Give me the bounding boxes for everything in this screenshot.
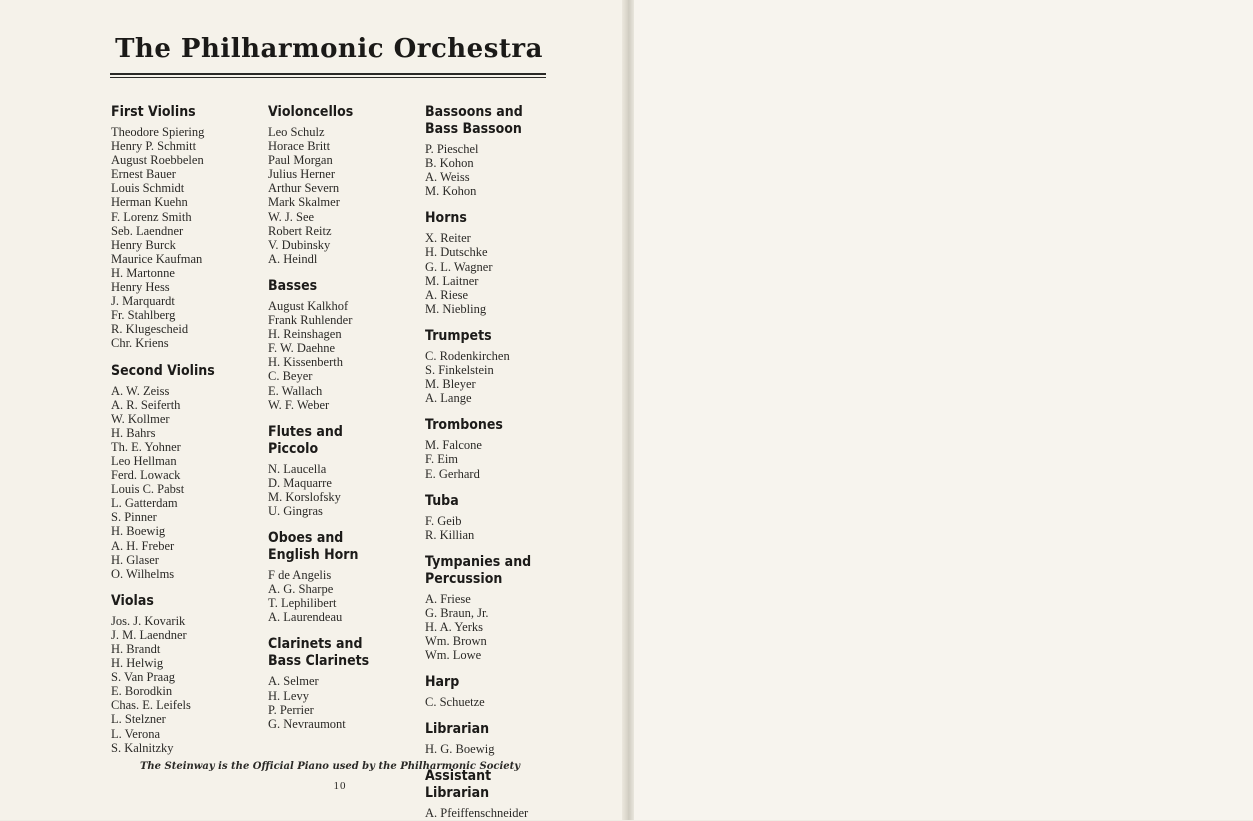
musician-name: G. Braun, Jr.: [425, 605, 489, 620]
title-rule-thin: [110, 77, 546, 78]
musician-name: H. Levy: [268, 688, 309, 703]
musician-name: M. Korslofsky: [268, 489, 341, 504]
musician-name: Chas. E. Leifels: [111, 698, 191, 713]
musician-name: L. Verona: [111, 726, 161, 741]
musician-name: H. Dutschke: [425, 245, 488, 260]
musician-name: A. R. Seiferth: [111, 397, 181, 412]
musician-name: Theodore Spiering: [111, 125, 205, 139]
musician-name: Herman Kuehn: [111, 195, 188, 210]
musician-name: Frank Ruhlender: [268, 313, 353, 328]
section-gap: [111, 581, 261, 593]
musician-name: T. Lephilibert: [268, 596, 337, 611]
roster-section: [268, 636, 418, 730]
musician-name: Henry Hess: [111, 280, 170, 295]
musician-name: Robert Reitz: [268, 223, 332, 238]
musician-name: Mark Skalmer: [268, 195, 340, 210]
musician-name: Louis Schmidt: [111, 181, 185, 196]
musician-name: A. Lange: [425, 391, 472, 406]
musician-name: Henry Burck: [111, 237, 176, 252]
section-heading: Violas: [111, 592, 154, 609]
musician-name: Arthur Severn: [268, 181, 340, 196]
roster-section: [425, 104, 585, 198]
roster-section: [268, 530, 418, 624]
musician-name: H. Brandt: [111, 642, 161, 656]
musician-name: F. Lorenz Smith: [111, 209, 192, 224]
musician-name: A. Friese: [425, 591, 471, 606]
musician-name: A. H. Freber: [111, 538, 175, 553]
musician-name: J. M. Laendner: [111, 627, 187, 642]
musician-name: Fr. Stahlberg: [111, 308, 176, 323]
musician-name: C. Rodenkirchen: [425, 348, 510, 363]
section-gap: [268, 266, 418, 278]
section-heading: Second Violins: [111, 362, 215, 379]
roster-section: [425, 210, 585, 316]
musician-name: H. G. Boewig: [425, 742, 495, 757]
roster-column-1: [111, 104, 261, 755]
section-gap: [268, 412, 418, 424]
musician-name: B. Kohon: [425, 156, 474, 171]
roster-section: [111, 363, 261, 581]
section-gap: [425, 481, 585, 493]
musician-name: X. Reiter: [425, 231, 471, 246]
section-heading: Assistant: [425, 768, 492, 785]
musician-name: H. A. Yerks: [425, 619, 484, 634]
musician-name: W. F. Weber: [268, 397, 330, 412]
roster-column-3: [425, 104, 585, 821]
musician-name: A. Weiss: [425, 170, 470, 185]
section-heading: Violoncellos: [268, 104, 354, 120]
musician-name: S. Pinner: [111, 510, 157, 525]
musician-name: H. Kissenberth: [268, 355, 343, 370]
musician-name: A. Heindl: [268, 251, 318, 266]
left-page: [0, 0, 626, 820]
musician-name: M. Bleyer: [425, 377, 476, 392]
roster-section: [425, 328, 585, 405]
musician-name: F. Geib: [425, 513, 462, 528]
musician-name: A. Riese: [425, 287, 469, 302]
musician-name: L. Gatterdam: [111, 496, 178, 511]
musician-name: A. Pfeiffenschneider: [425, 806, 529, 821]
musician-name: August Roebbelen: [111, 153, 204, 168]
section-heading: Clarinets and: [268, 636, 363, 653]
right-page-blank: [634, 0, 1253, 820]
musician-name: Maurice Kaufman: [111, 251, 203, 266]
roster-section: [111, 104, 261, 351]
section-gap: [425, 198, 585, 210]
musician-name: C. Schuetze: [425, 695, 485, 710]
musician-name: F. Eim: [425, 452, 459, 467]
musician-name: G. L. Wagner: [425, 259, 493, 274]
musician-name: H. Bahrs: [111, 425, 156, 440]
title-rule-thick: [110, 73, 546, 75]
musician-name: H. Glaser: [111, 552, 159, 567]
page-number: 10: [333, 780, 347, 792]
section-heading: Basses: [268, 277, 318, 294]
section-heading: Trombones: [425, 417, 503, 434]
section-heading: Librarian: [425, 785, 490, 802]
musician-name: A. Laurendeau: [268, 610, 343, 625]
musician-name: A. G. Sharpe: [268, 582, 334, 597]
roster-section: [268, 278, 418, 412]
section-heading: Harp: [425, 674, 460, 691]
musician-name: S. Van Praag: [111, 670, 176, 685]
musician-name: Th. E. Yohner: [111, 439, 181, 454]
musician-name: E. Borodkin: [111, 684, 173, 699]
musician-name: Julius Herner: [268, 167, 335, 182]
musician-name: A. Selmer: [268, 674, 319, 689]
section-gap: [425, 316, 585, 328]
section-heading: Librarian: [425, 721, 490, 738]
roster-section: [425, 674, 585, 709]
musician-name: R. Killian: [425, 527, 475, 542]
musician-name: A. W. Zeiss: [111, 383, 170, 398]
footer-note: The Steinway is the Official Piano used by the Philharmonic Society: [139, 761, 521, 772]
roster-section: [425, 417, 585, 480]
section-gap: [425, 662, 585, 674]
musician-name: C. Beyer: [268, 369, 313, 384]
section-heading: Trumpets: [425, 327, 492, 344]
section-heading: Tuba: [425, 492, 459, 509]
musician-name: Leo Schulz: [268, 125, 325, 139]
section-heading: First Violins: [111, 104, 196, 120]
section-heading: English Horn: [268, 547, 359, 564]
section-heading: Bass Clarinets: [268, 653, 370, 670]
musician-name: U. Gingras: [268, 503, 323, 518]
musician-name: F de Angelis: [268, 568, 332, 583]
musician-name: M. Laitner: [425, 273, 479, 288]
musician-name: Ernest Bauer: [111, 167, 176, 182]
musician-name: R. Klugescheid: [111, 322, 189, 337]
section-gap: [425, 709, 585, 721]
musician-name: H. Reinshagen: [268, 327, 342, 342]
section-gap: [268, 624, 418, 636]
musician-name: Horace Britt: [268, 139, 331, 154]
musician-name: Wm. Brown: [425, 634, 487, 649]
musician-name: O. Wilhelms: [111, 566, 175, 581]
musician-name: P. Perrier: [268, 702, 314, 717]
musician-name: Paul Morgan: [268, 153, 333, 168]
musician-name: August Kalkhof: [268, 298, 349, 313]
section-heading: Piccolo: [268, 440, 319, 457]
musician-name: Ferd. Lowack: [111, 468, 181, 483]
roster-column-2: [268, 104, 418, 731]
section-heading: Oboes and: [268, 530, 344, 547]
musician-name: Seb. Laendner: [111, 223, 184, 238]
section-heading: Tympanies and: [425, 553, 532, 570]
musician-name: F. W. Daehne: [268, 341, 336, 356]
musician-name: W. Kollmer: [111, 411, 170, 426]
musician-name: Chr. Kriens: [111, 336, 169, 351]
musician-name: Henry P. Schmitt: [111, 139, 197, 154]
musician-name: Louis C. Pabst: [111, 482, 185, 497]
section-heading: Bassoons and: [425, 104, 523, 120]
roster-section: [425, 768, 585, 820]
roster-section: [425, 721, 585, 756]
roster-section: [268, 424, 418, 518]
musician-name: G. Nevraumont: [268, 716, 346, 731]
musician-name: S. Finkelstein: [425, 363, 494, 378]
roster-section: [425, 493, 585, 542]
musician-name: H. Boewig: [111, 524, 166, 539]
musician-name: Leo Hellman: [111, 453, 177, 468]
musician-name: M. Falcone: [425, 438, 482, 453]
musician-name: E. Wallach: [268, 383, 323, 398]
section-gap: [425, 405, 585, 417]
section-gap: [425, 542, 585, 554]
roster-section: [268, 104, 418, 266]
musician-name: W. J. See: [268, 209, 315, 224]
roster-section: [425, 554, 585, 662]
musician-name: Wm. Lowe: [425, 648, 482, 663]
musician-name: H. Helwig: [111, 656, 164, 671]
musician-name: V. Dubinsky: [268, 237, 331, 252]
musician-name: P. Pieschel: [425, 142, 479, 156]
section-gap: [268, 518, 418, 530]
musician-name: N. Laucella: [268, 461, 327, 476]
book-gutter: [622, 0, 634, 820]
section-heading: Horns: [425, 210, 467, 227]
roster-section: [111, 593, 261, 755]
musician-name: Jos. J. Kovarik: [111, 613, 186, 628]
musician-name: E. Gerhard: [425, 466, 480, 481]
musician-name: M. Niebling: [425, 301, 487, 316]
section-heading: Percussion: [425, 570, 503, 587]
musician-name: S. Kalnitzky: [111, 740, 174, 755]
musician-name: L. Stelzner: [111, 712, 166, 727]
musician-name: D. Maquarre: [268, 475, 332, 490]
page-title: The Philharmonic Orchestra: [115, 34, 543, 64]
musician-name: M. Kohon: [425, 184, 477, 199]
section-heading: Flutes and: [268, 423, 343, 440]
musician-name: H. Martonne: [111, 265, 175, 280]
section-gap: [111, 351, 261, 363]
section-heading: Bass Bassoon: [425, 121, 522, 137]
musician-name: J. Marquardt: [111, 294, 175, 309]
